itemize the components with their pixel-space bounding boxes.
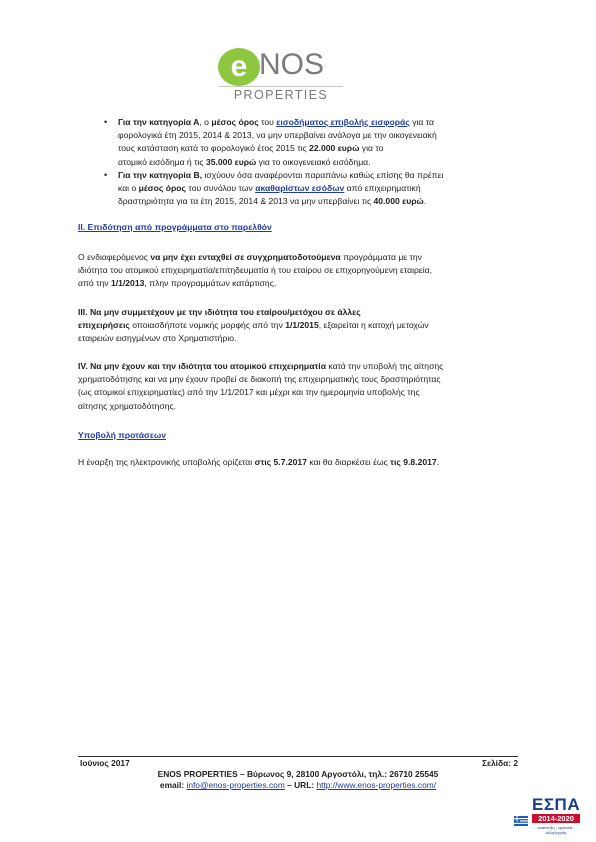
logo-subtitle: PROPERTIES xyxy=(233,88,329,102)
section-iii-title: III. Να μην συμμετέχουν με την ιδιότητα του εταίρου/μετόχου σε άλλες xyxy=(78,307,361,317)
text-run: και ο xyxy=(118,183,139,194)
emphasis-text: επιχειρήσεις xyxy=(78,320,130,331)
amount-35000: 35.000 ευρώ xyxy=(205,156,257,167)
section-ii-heading[interactable]: ΙΙ. Επιδότηση από προγράμματα στο παρελθόν xyxy=(78,222,272,232)
text-run: και θα διαρκέσει έως xyxy=(306,457,391,467)
text-run: κατά την υποβολή της αίτησης xyxy=(325,361,444,371)
emphasis-text: να μην έχει ενταχθεί σε συγχρηματοδοτούμενα xyxy=(150,252,341,262)
text-run: του συνόλου των xyxy=(186,183,256,194)
para-line xyxy=(78,456,518,469)
text-run: , ο xyxy=(199,117,212,127)
footer-page-number: Σελίδα: 2 xyxy=(482,758,518,768)
section-ii-paragraph xyxy=(78,251,518,291)
bullet-icon: • xyxy=(104,169,108,180)
average-label: μέσος όρος xyxy=(211,117,259,127)
text-run: από επιχειρηματική xyxy=(344,183,421,194)
amount-40000: 40.000 ευρώ xyxy=(373,196,424,207)
bullet-line xyxy=(118,182,514,195)
text-run: για τα xyxy=(409,117,435,127)
bullet-line: φορολογικά έτη 2015, 2014 & 2013, να μην υπερβαίνει ανάλογα με την οικογενειακή xyxy=(118,130,437,141)
text-run: , εξαιρείται η κατοχή μετοχών xyxy=(318,320,429,331)
text-run: ισχύουν όσα αναφέρονται παραπάνω καθώς επίσης θα πρέπει xyxy=(202,169,444,180)
category-b-label: Για την κατηγορία Β, xyxy=(118,169,203,180)
text-run: για το xyxy=(359,143,384,154)
average-label: μέσος όρος xyxy=(138,183,187,194)
footer-contact xyxy=(78,780,518,790)
section-iv-title: IV. Να μην έχουν και την ιδιότητα του ατομικού επιχειρηματία xyxy=(78,361,326,371)
bullet-line xyxy=(118,116,514,129)
para-line xyxy=(78,251,518,264)
footer-date: Ιούνιος 2017 xyxy=(80,758,130,768)
espa-logo xyxy=(514,796,580,836)
para-line: (ως ατομικοί επιχειρηματίες) από την 1/1/2017 και μέχρι και την ημερομηνία υποβολής της xyxy=(78,387,420,398)
text-run: από την xyxy=(78,278,111,289)
date-text: 1/1/2013 xyxy=(110,278,145,289)
para-line xyxy=(78,319,518,332)
bullet-line xyxy=(118,195,514,208)
para-line xyxy=(78,360,518,373)
text-run: , πλην προγραμμάτων κατάρτισης. xyxy=(144,278,277,289)
income-contribution-link[interactable]: εισοδήματος επιβολής εισφοράς xyxy=(276,117,410,127)
criteria-bullet-list xyxy=(104,116,514,208)
text-run: Η έναρξη της ηλεκτρονικής υποβολής ορίζεται xyxy=(78,457,255,467)
enos-properties-logo xyxy=(217,44,347,106)
logo-divider xyxy=(219,86,343,87)
footer-company-info: ENOS PROPERTIES – Βύρωνος 9, 28100 Αργοστόλι, τηλ.: 26710 25545 xyxy=(157,769,439,779)
text-run: του xyxy=(258,117,277,127)
para-line: χρηματοδότησης και να μην έχουν προβεί σε διακοπή της επιχειρηματικής τους δραστηριότητας xyxy=(78,374,441,385)
text-run: προγράμματα με την xyxy=(340,252,422,262)
text-run: . xyxy=(423,196,427,207)
footer-divider xyxy=(78,756,518,757)
text-run: οποιασδήποτε νομικής μορφής από την xyxy=(129,320,286,331)
submission-paragraph xyxy=(78,456,518,469)
text-run: ατομικό εισόδημα ή τις xyxy=(118,156,206,167)
text-run: δραστηριότητα για τα έτη 2015, 2014 & 2013 να μην υπερβαίνει τις xyxy=(118,196,374,207)
gross-revenue-link[interactable]: ακαθαρίστων εσόδων xyxy=(255,183,345,194)
bullet-category-a xyxy=(104,116,514,169)
start-date: στις 5.7.2017 xyxy=(254,457,307,467)
espa-years: 2014-2020 xyxy=(532,814,580,823)
submission-heading[interactable]: Υποβολή προτάσεων xyxy=(78,430,167,440)
espa-title: ΕΣΠΑ xyxy=(532,795,581,814)
svg-text:e: e xyxy=(230,50,248,83)
bullet-line xyxy=(118,169,514,182)
text-run: Ο ενδιαφερόμενος xyxy=(78,252,151,262)
para-line: ιδιότητα του ατομικού επιχειρηματία/επιτηδευματία ή του εταίρου σε επιχορηγούμενη εταιρεία, xyxy=(78,265,433,276)
para-line xyxy=(78,277,518,290)
para-line: εταιρειών εισηγμένων στο Χρηματιστήριο. xyxy=(78,333,237,344)
email-label: email: xyxy=(159,780,187,790)
bullet-category-b xyxy=(104,169,514,209)
section-iii-paragraph xyxy=(78,306,518,346)
url-label: – URL: xyxy=(284,780,317,790)
website-link[interactable]: http://www.enos-properties.com/ xyxy=(316,780,437,790)
para-line: αίτησης χρηματοδότησης. xyxy=(78,400,177,411)
espa-slogan: ανάπτυξη - εργασία - αλληλεγγύη xyxy=(537,825,575,835)
logo-wordmark: NOS xyxy=(259,48,325,81)
bullet-line xyxy=(118,156,514,169)
email-link[interactable]: info@enos-properties.com xyxy=(186,780,285,790)
date-text: 1/1/2015 xyxy=(285,320,319,331)
text-run: για το οικογενειακό εισόδημα. xyxy=(256,156,371,167)
bullet-icon: • xyxy=(104,117,108,127)
amount-22000: 22.000 ευρώ xyxy=(309,143,360,154)
end-date: τις 9.8.2017 xyxy=(390,457,437,467)
greek-flag-icon xyxy=(514,816,528,826)
bullet-line xyxy=(118,142,514,155)
text-run: . xyxy=(436,457,440,467)
text-run: τους κατάσταση κατά το φορολογικό έτος 2015 τις xyxy=(118,143,310,154)
logo-e-mark xyxy=(217,47,261,87)
section-iv-paragraph xyxy=(78,360,518,413)
category-a-label: Για την κατηγορία Α xyxy=(118,117,200,127)
